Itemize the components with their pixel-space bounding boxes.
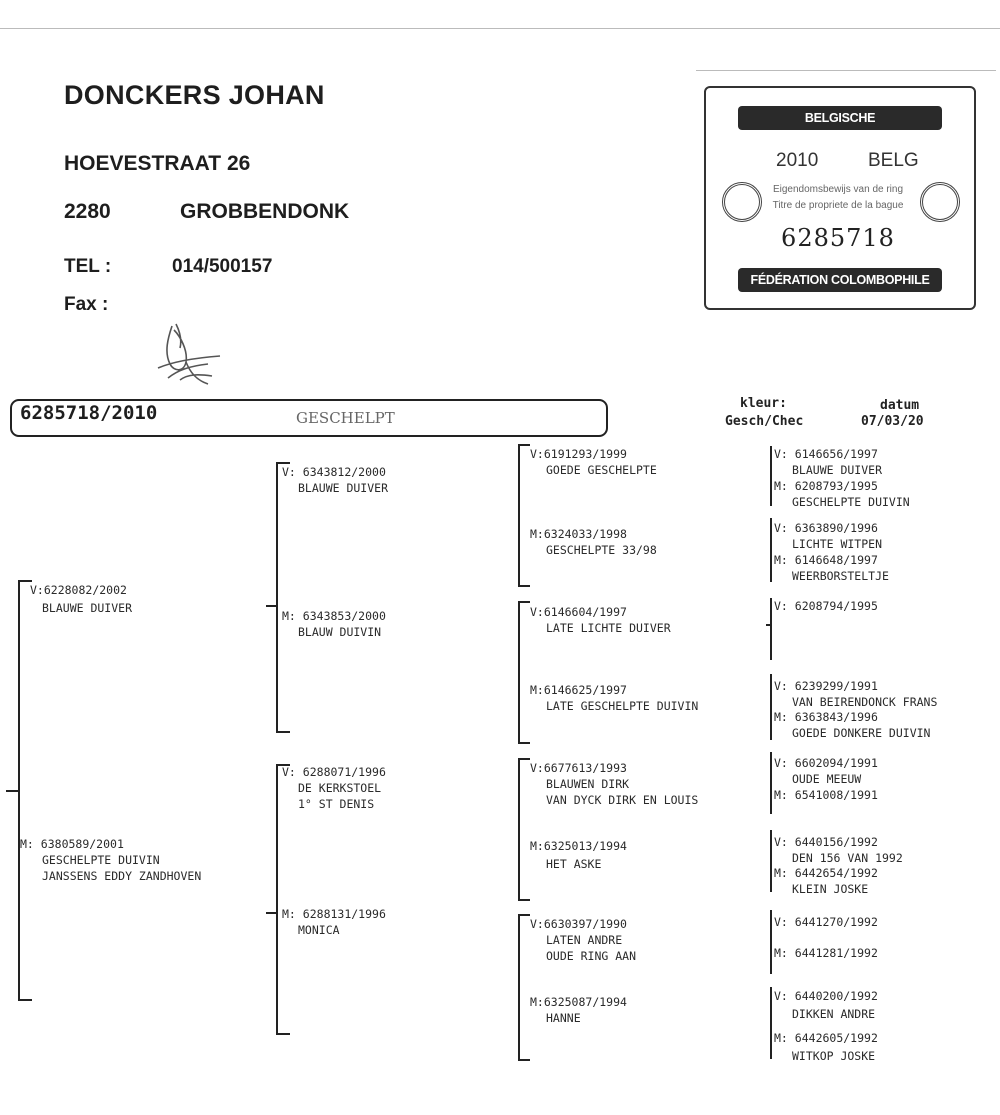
gen4-entry: M: 6363843/1996 GOEDE DONKERE DUIVIN bbox=[774, 710, 931, 740]
owner-name: DONCKERS JOHAN bbox=[64, 80, 325, 110]
great-grandparent-entry: M:6324033/1998 GESCHELPTE 33/98 bbox=[530, 527, 657, 557]
gen4-entry: M: 6441281/1992 bbox=[774, 946, 878, 960]
owner-city: GROBBENDONK bbox=[180, 200, 350, 223]
gen4-entry: M: 6442605/1992 WITKOP JOSKE bbox=[774, 1031, 878, 1063]
kleur-label: kleur: bbox=[740, 396, 787, 411]
great-grandparent-entry: M:6325013/1994 HET ASKE bbox=[530, 839, 627, 871]
datum-label: datum bbox=[880, 398, 920, 413]
gen4-entry: V: 6146656/1997 BLAUWE DUIVER bbox=[774, 447, 883, 477]
dam-entry: M: 6380589/2001 GESCHELPTE DUIVIN JANSSENS EDDY ZANDHOVEN bbox=[20, 837, 202, 883]
datum-value: 07/03/20 bbox=[861, 414, 924, 429]
grandparent-entry: V: 6343812/2000 BLAUWE DUIVER bbox=[282, 465, 389, 495]
gen4-entry: V: 6239299/1991 VAN BEIRENDONCK FRANS bbox=[774, 679, 938, 709]
gen4-entry: M: 6146648/1997 WEERBORSTELTJE bbox=[774, 553, 889, 583]
gen4-entry: V: 6440200/1992 DIKKEN ANDRE bbox=[774, 989, 878, 1021]
grandparent-entry: M: 6288131/1996 MONICA bbox=[282, 907, 386, 937]
great-grandparent-entry: V:6191293/1999 GOEDE GESCHELPTE bbox=[530, 447, 657, 477]
great-grandparent-entry: V:6630397/1990 LATEN ANDRE OUDE RING AAN bbox=[530, 917, 637, 963]
grandparent-entry: M: 6343853/2000 BLAUW DUIVIN bbox=[282, 609, 386, 639]
certificate-subtitle-nl: Eigendomsbewijs van de ring bbox=[772, 184, 904, 195]
great-grandparent-entry: M:6146625/1997 LATE GESCHELPTE DUIVIN bbox=[530, 683, 699, 713]
certificate-ring-number: 6285718 bbox=[781, 224, 895, 252]
signature-icon bbox=[150, 318, 230, 390]
great-grandparent-entry: V:6146604/1997 LATE LICHTE DUIVER bbox=[530, 605, 671, 635]
grandparent-entry: V: 6288071/1996 DE KERKSTOEL 1° ST DENIS bbox=[282, 765, 386, 811]
certificate-country: BELG bbox=[868, 150, 919, 171]
great-grandparent-entry: M:6325087/1994 HANNE bbox=[530, 995, 627, 1025]
gen4-entry: V: 6440156/1992 DEN 156 VAN 1992 bbox=[774, 835, 903, 865]
sire-entry: V:6228082/2002 BLAUWE DUIVER bbox=[30, 583, 133, 615]
gen4-entry: V: 6441270/1992 bbox=[774, 915, 878, 929]
tel-label: TEL : bbox=[64, 256, 112, 277]
gen4-entry: V: 6208794/1995 bbox=[774, 599, 878, 613]
great-grandparent-entry: V:6677613/1993 BLAUWEN DIRK VAN DYCK DIRK EN LOUIS bbox=[530, 761, 699, 807]
gen4-entry: V: 6363890/1996 LICHTE WITPEN bbox=[774, 521, 883, 551]
kleur-value: Gesch/Chec bbox=[725, 414, 804, 429]
certificate-title-top: BELGISCHE DUIVENLIEFHEBBERSBOND bbox=[738, 106, 942, 130]
pigeon-color: GESCHELPT bbox=[296, 409, 395, 427]
owner-zip: 2280 bbox=[64, 200, 111, 223]
certificate-title-bottom: FÉDÉRATION COLOMBOPHILE BELGE bbox=[738, 268, 942, 292]
pigeon-ring: 6285718/2010 bbox=[20, 402, 158, 424]
gen4-entry: M: 6541008/1991 bbox=[774, 788, 878, 802]
gen4-entry: M: 6442654/1992 KLEIN JOSKE bbox=[774, 866, 878, 896]
fax-label: Fax : bbox=[64, 294, 109, 315]
gen4-entry: V: 6602094/1991 OUDE MEEUW bbox=[774, 756, 878, 786]
certificate-subtitle-fr: Titre de propriete de la bague bbox=[772, 200, 904, 211]
tel-value: 014/500157 bbox=[172, 256, 273, 277]
top-divider bbox=[0, 28, 1000, 29]
owner-street: HOEVESTRAAT 26 bbox=[64, 152, 251, 175]
ownership-certificate bbox=[704, 86, 976, 310]
certificate-year: 2010 bbox=[776, 150, 819, 171]
gen4-entry: M: 6208793/1995 GESCHELPTE DUIVIN bbox=[774, 479, 910, 509]
